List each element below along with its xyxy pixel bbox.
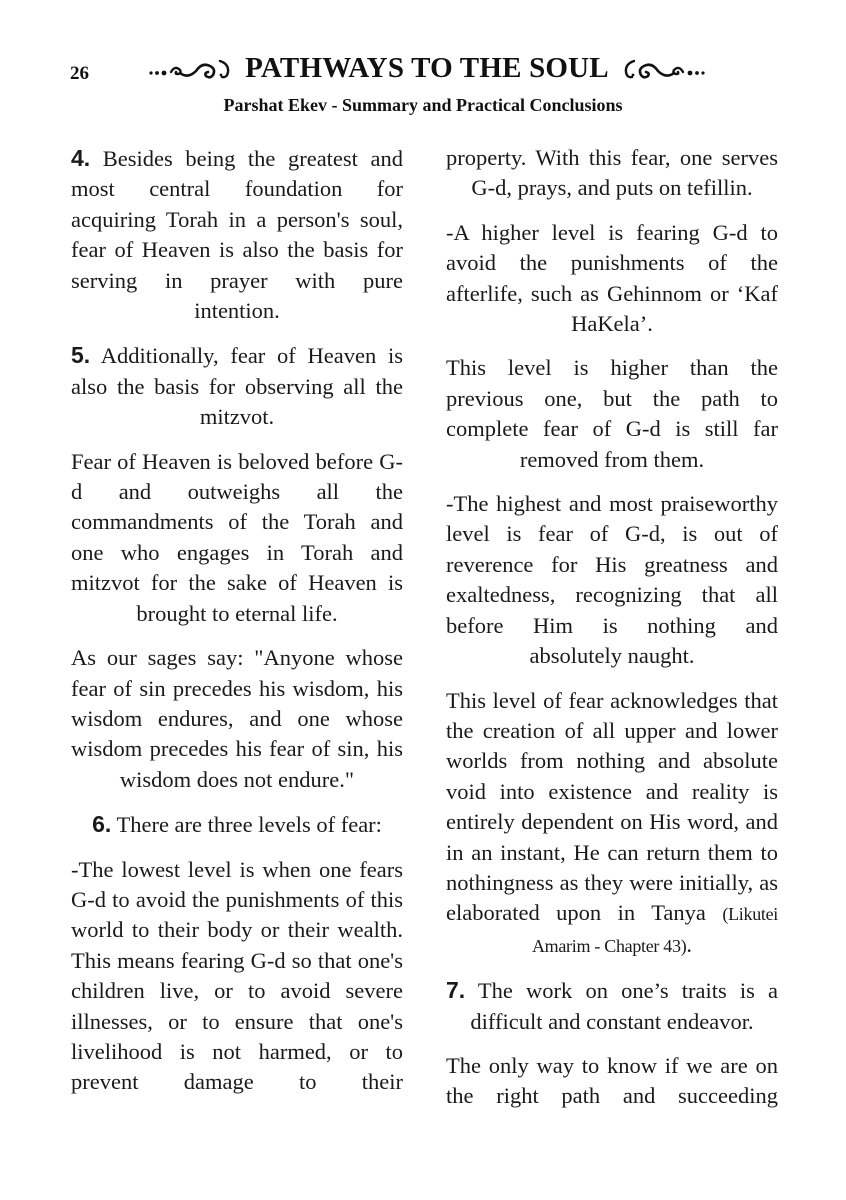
book-title: PATHWAYS TO THE SOUL — [245, 52, 609, 84]
paragraph-text: Besides being the greatest and most central foundation for acquiring Torah in a person's soul, fear of Heaven is also the basis for serving in prayer with pure intention. — [71, 146, 403, 324]
paragraph-higher-level-note: This level is higher than the previous one, but the path to complete fear of G-d is still far removed from them. — [446, 355, 778, 472]
paragraph-only-way: The only way to know if we are on the right path and succeeding — [446, 1052, 778, 1109]
paragraph-7 — [446, 975, 778, 1037]
running-title — [132, 52, 722, 85]
paragraph-higher-level: -A higher level is fearing G-d to avoid the punishments of the afterlife, such as Gehinnom or ‘Kaf HaKela’. — [446, 219, 778, 337]
right-column — [446, 143, 778, 1126]
left-flourish-ornament-icon — [147, 57, 239, 81]
paragraph-lowest-level: -The lowest level is when one fears G-d to avoid the punishments of this world to their body or their wealth. This means fearing G-d so that one's children live, or to avoid severe illnesses, or to ensure that one's livelihood is not harmed, or to prevent damage to their — [71, 856, 403, 1095]
paragraph-6 — [71, 809, 403, 840]
item-number: 7. — [446, 977, 466, 1004]
paragraph-text: Additionally, fear of Heaven is also the basis for observing all the mitzvot. — [71, 343, 403, 430]
right-flourish-ornament-icon — [615, 57, 707, 81]
paragraph-acknowledges — [446, 686, 778, 962]
paragraph-end: . — [686, 931, 693, 957]
paragraph-lowest-level-continued: property. With this fear, one serves G-d, prays, and puts on tefillin. — [446, 145, 778, 201]
paragraph-text: This level of fear acknowledges that the creation of all upper and lower worlds from nothing and absolute void into existence and reality is entirely dependent on His word, and in an instant, He can return them to nothingness as they were initially, as elaborated upon in Tanya — [446, 687, 778, 926]
paragraph-text: The work on one’s traits is a difficult and constant endeavor. — [465, 978, 778, 1034]
item-number: 5. — [71, 342, 91, 369]
left-column — [71, 143, 403, 1112]
tanya-reference: (Likutei Amarim - Chapter 43) — [531, 904, 778, 956]
page-header — [0, 52, 846, 92]
paragraph-highest-level: -The highest and most praiseworthy level is fear of G-d, is out of reverence for His greatness and exaltedness, recognizing that all before Him is nothing and absolutely naught. — [446, 491, 778, 669]
chapter-subtitle: Parshat Ekev - Summary and Practical Conclusions — [223, 95, 623, 115]
paragraph-beloved: Fear of Heaven is beloved before G-d and outweighs all the commandments of the Torah and one who engages in Torah and mitzvot for the sake of Heaven is brought to eternal life. — [71, 448, 403, 626]
paragraph-text: There are three levels of fear: — [111, 812, 382, 838]
page-number: 26 — [70, 63, 89, 84]
paragraph-5 — [71, 340, 403, 432]
paragraph-4 — [71, 143, 403, 326]
paragraph-sages-quote: As our sages say: "Anyone whose fear of sin precedes his wisdom, his wisdom endures, and one whose wisdom precedes his fear of sin, his wisdom does not endure." — [71, 645, 403, 792]
item-number: 4. — [71, 145, 91, 171]
item-number: 6. — [92, 811, 112, 838]
